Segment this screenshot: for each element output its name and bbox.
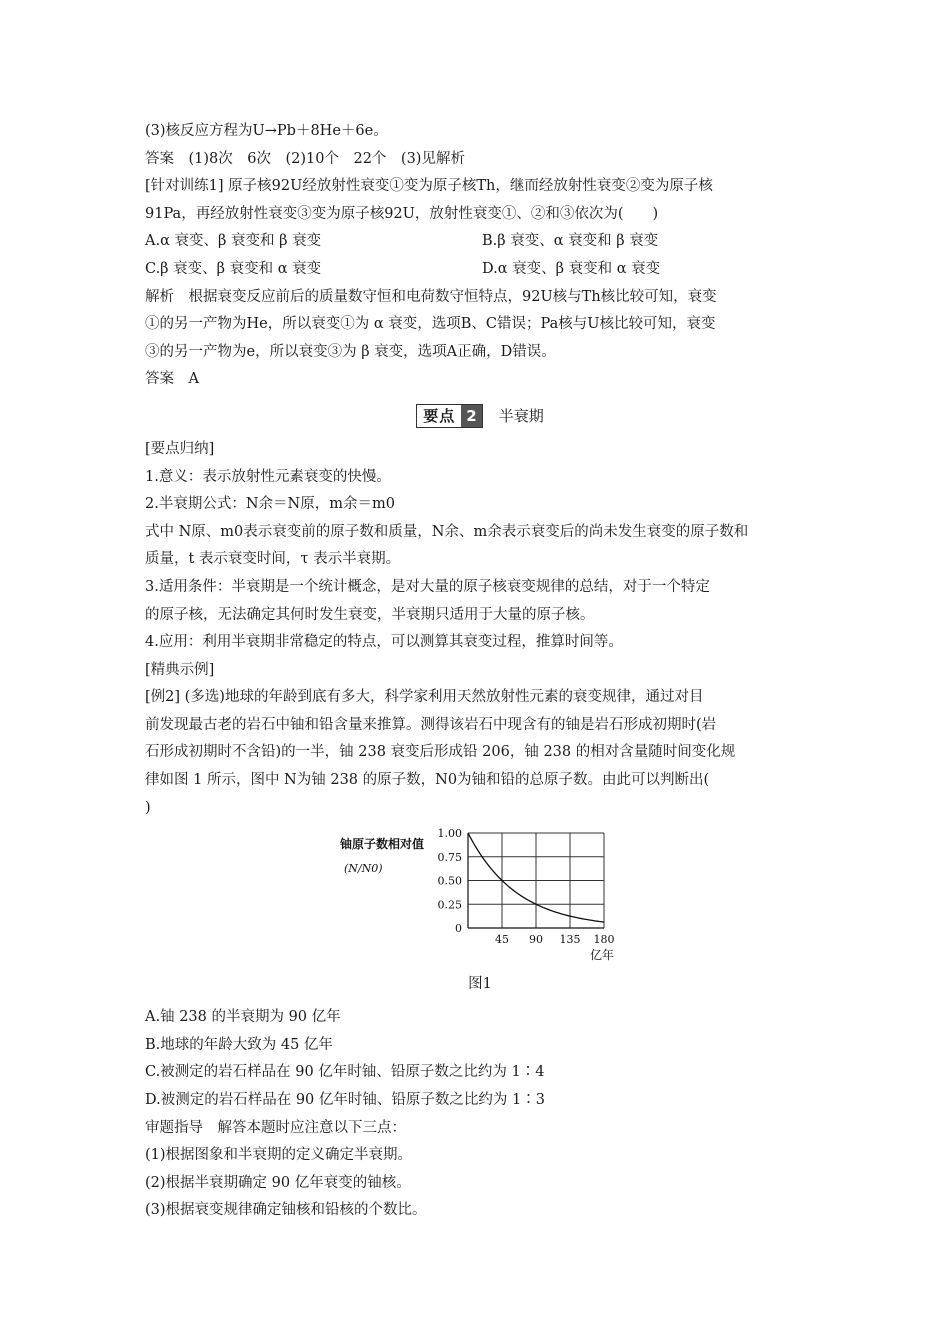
text-line: 的原子核，无法确定其何时发生衰变，半衰期只适用于大量的原子核。 — [145, 606, 595, 623]
text-line: [要点归纳] — [145, 440, 215, 457]
option-b: B.β 衰变、α 衰变和 β 衰变 — [482, 233, 659, 250]
text-line: 3.适用条件：半衰期是一个统计概念，是对大量的原子核衰变规律的总结，对于一个特定 — [145, 578, 710, 595]
answer-line: 答案 (1)8次 6次 (2)10个 22个 (3)见解析 — [145, 150, 465, 167]
text-line: 1.意义：表示放射性元素衰变的快慢。 — [145, 468, 391, 485]
analysis-line: ①的另一产物为He，所以衰变①为 α 衰变，选项B、C错误；Pa核与U核比较可知，衰变 — [145, 316, 716, 333]
x-axis-label: 亿年 — [589, 948, 615, 963]
guide-line: (1)根据图象和半衰期的定义确定半衰期。 — [145, 1147, 413, 1164]
answer-line: 答案 A — [145, 371, 199, 388]
figure-caption: 图1 — [468, 976, 492, 993]
x-tick-label: 45 — [495, 933, 509, 947]
section-badge — [416, 404, 482, 428]
option-a: A.铀 238 的半衰期为 90 亿年 — [145, 1009, 341, 1026]
y-axis-fraction-label: (N/N0) — [344, 862, 383, 876]
analysis-line: 解析 根据衰变反应前后的质量数守恒和电荷数守恒特点，92U核与Th核比较可知，衰变 — [145, 288, 717, 305]
section-header — [145, 398, 815, 434]
decay-chart — [145, 828, 815, 968]
question-line: 91Pa，再经放射性衰变③变为原子核92U，放射性衰变①、②和③依次为( ) — [145, 205, 659, 222]
y-tick-label: 0.75 — [437, 851, 462, 864]
text-line: 律如图 1 所示，图中 N为铀 238 的原子数，N0为铀和铅的总原子数。由此可以判断出( — [145, 772, 710, 789]
x-tick-label: 180 — [593, 933, 615, 947]
x-tick-label: 135 — [559, 933, 581, 947]
section-badge-number: 2 — [461, 405, 481, 427]
text-line: 前发现最古老的岩石中铀和铅含量来推算。测得该岩石中现含有的铀是岩石形成初期时(岩 — [145, 716, 717, 733]
text-line: 式中 N原、m0表示衰变前的原子数和质量，N余、m余表示衰变后的尚未发生衰变的原子数和 — [145, 523, 749, 540]
y-tick-label: 1.00 — [437, 828, 462, 841]
option-c: C.被测定的岩石样品在 90 亿年时铀、铅原子数之比约为 1∶4 — [145, 1064, 545, 1081]
text-line: 质量，t 表示衰变时间，τ 表示半衰期。 — [145, 551, 401, 568]
guide-line: (2)根据半衰期确定 90 亿年衰变的铀核。 — [145, 1174, 411, 1191]
text-line: 4.应用：利用半衰期非常稳定的特点，可以测算其衰变过程，推算时间等。 — [145, 634, 623, 651]
option-a: A.α 衰变、β 衰变和 β 衰变 — [145, 233, 322, 250]
option-b: B.地球的年龄大致为 45 亿年 — [145, 1036, 333, 1053]
section-badge-text: 要点 — [423, 407, 456, 426]
analysis-line: ③的另一产物为e，所以衰变③为 β 衰变，选项A正确，D错误。 — [145, 343, 556, 360]
text-line: 2.半衰期公式：N余＝N原，m余＝m0 — [145, 496, 395, 513]
y-tick-label: 0.25 — [437, 898, 462, 912]
y-tick-label: 0.50 — [437, 874, 462, 888]
decay-chart-svg — [145, 828, 815, 968]
options-row — [145, 256, 815, 284]
question-line: [针对训练1] 原子核92U经放射性衰变①变为原子核Th，继而经放射性衰变②变为原子核 — [145, 178, 713, 195]
option-d: D.被测定的岩石样品在 90 亿年时铀、铅原子数之比约为 1∶3 — [145, 1092, 545, 1109]
guide-line: (3)根据衰变规律确定铀核和铅核的个数比。 — [145, 1202, 427, 1219]
y-tick-label: 0 — [455, 922, 462, 936]
x-tick-label: 90 — [529, 933, 543, 947]
options-row — [145, 228, 815, 256]
section-title: 半衰期 — [498, 407, 544, 426]
text-line: 石形成初期时不含铅)的一半，铀 238 衰变后形成铅 206，铀 238 的相对含量随时间变化规 — [145, 744, 736, 761]
text-line: (3)核反应方程为U→Pb＋8He＋6e。 — [145, 123, 388, 139]
text-line: ) — [145, 799, 151, 816]
text-line: [精典示例] — [145, 661, 215, 678]
option-c: C.β 衰变、β 衰变和 α 衰变 — [145, 260, 322, 277]
document-page — [145, 118, 815, 1225]
option-d: D.α 衰变、β 衰变和 α 衰变 — [482, 260, 661, 277]
text-line: [例2] (多选)地球的年龄到底有多大，科学家利用天然放射性元素的衰变规律，通过对目 — [145, 689, 704, 706]
guide-line: 审题指导 解答本题时应注意以下三点： — [145, 1119, 406, 1136]
y-axis-label: 铀原子数相对值 — [340, 837, 425, 852]
